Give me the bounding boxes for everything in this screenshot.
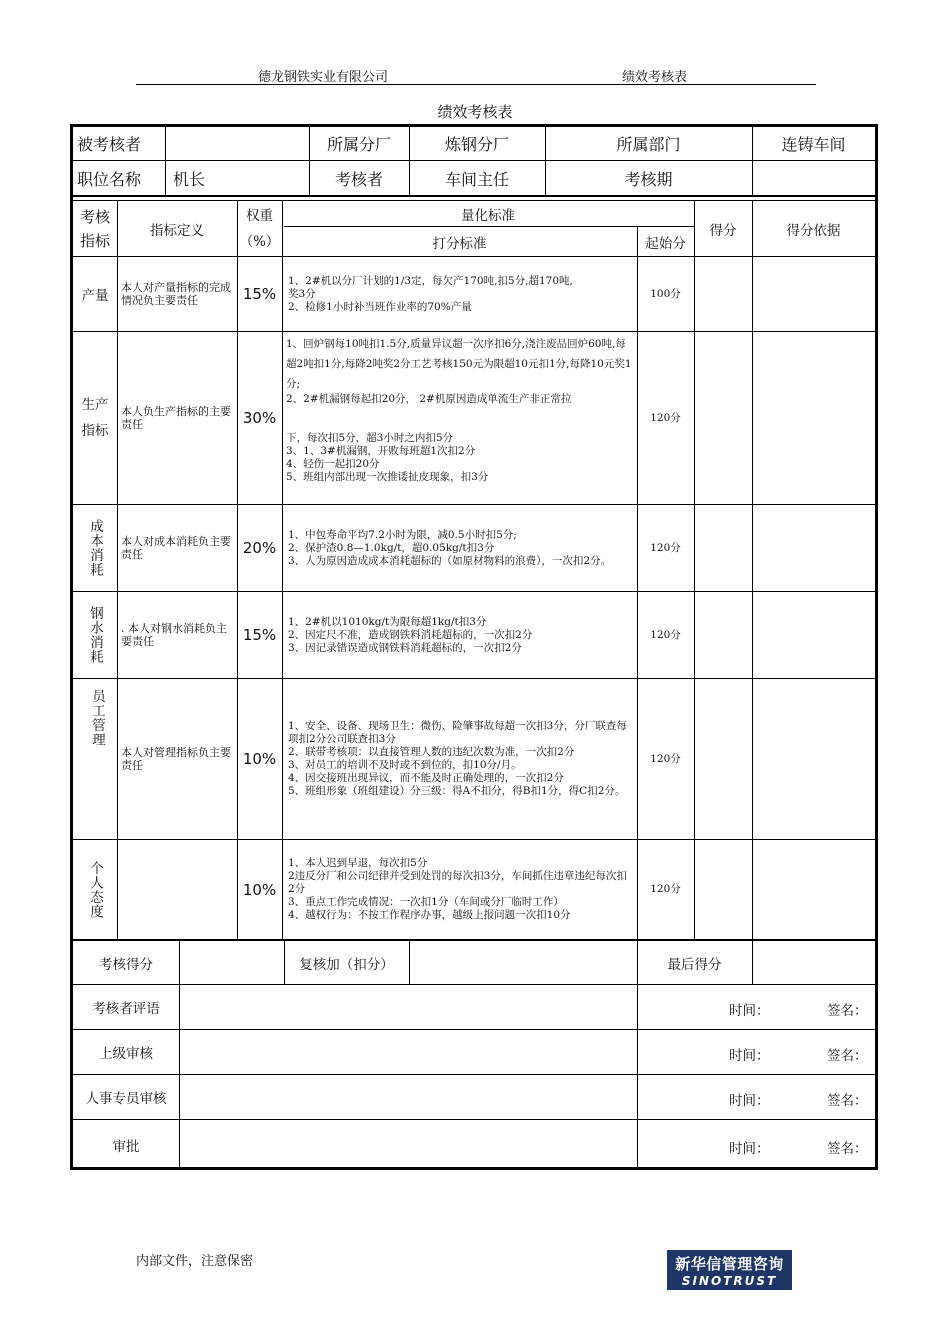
company-name: 德龙钢铁实业有限公司 [258,70,389,85]
kpi-start-cost: 120分 [650,541,681,554]
value-period[interactable] [752,161,875,195]
sinotrust-logo [667,1250,792,1290]
kpi-name-production: 生产 指标 [81,397,109,439]
col-definition: 指标定义 [150,222,204,239]
header-rule [136,84,816,85]
kpi-definition-production: 本人负生产指标的主要责任 [121,405,231,431]
value-appraiser[interactable]: 车间主任 [444,169,509,189]
kpi-basis-production[interactable] [752,332,875,504]
label-department: 所属部门 [616,135,681,154]
label-appraiser: 考核者 [334,169,383,189]
value-position[interactable]: 机长 [173,169,206,189]
kpi-weight-production: 30% [242,409,277,427]
col-score-basis: 得分依据 [786,222,841,239]
kpi-definition-attitude [121,840,235,939]
kpi-basis-attitude[interactable] [752,840,875,939]
col-quant-standard: 量化标准 [461,207,515,224]
kpi-weight-attitude: 10% [242,880,277,899]
kpi-name-output: 产量 [81,288,109,304]
kpi-start-production: 120分 [650,411,681,424]
label-branch-factory: 所属分厂 [326,135,391,154]
kpi-criteria-output-cell [284,257,637,331]
confidential-note: 内部文件，注意保密 [136,1254,254,1269]
kpi-criteria-staff-cell [284,679,637,839]
kpi-start-output: 100分 [650,287,681,300]
appraisal-form [70,124,878,1170]
kpi-criteria-production-3: 下，每次扣5分，超3小时之内扣5分 3、1、3#机漏钢，开败每班超1次扣2分 4、轻伤一起扣20分 5、班组内部出现一次推诿扯皮现象，扣3分 [286,432,489,483]
kpi-score-staff[interactable] [694,679,752,839]
kpi-start-steel: 120分 [650,628,681,641]
kpi-definition-cost: 本人对成本消耗负主要责任 [121,535,231,561]
kpi-weight-staff: 10% [242,750,277,768]
kpi-name-cost-cell [73,505,117,591]
input-hr-review[interactable] [179,1075,637,1119]
kpi-name-staff-cell [87,689,107,751]
sign-label: 签名： [827,1093,868,1109]
label-appraisee: 被考核者 [77,135,142,154]
kpi-score-production[interactable] [694,332,752,504]
kpi-score-output[interactable] [694,257,752,331]
kpi-score-steel[interactable] [694,592,752,678]
kpi-criteria-staff: 1、安全、设备、现场卫生：微伤、险肇事故每超一次扣3分，分厂联查每项扣2分公司联查扣3分 2、联带考核项：以直接管理人数的违纪次数为准，一次扣2分 3、对员工的培训不及时或不到位的，扣10分/月。 4、因交接班出现异议，而不能及时正确处理的，一次扣2分 5、班组形象（班组建设）分三级：得A不扣分，得B扣1分，得C扣2分。 [288,720,627,797]
kpi-name-staff: 员工管理 [89,689,105,747]
label-hr-review: 人事专员审核 [85,1091,167,1107]
kpi-name-attitude: 个人态度 [87,860,103,919]
kpi-start-staff: 120分 [650,752,681,765]
value-appraisal-score[interactable] [179,941,284,984]
kpi-basis-steel[interactable] [752,592,875,678]
col-scoring-standard: 打分标准 [432,235,487,252]
input-appraiser-comment[interactable] [179,985,637,1029]
col-weight: 权重 （%） [239,207,280,250]
time-label: 时间： [729,1048,770,1064]
col-indicator: 考核 指标 [79,207,110,250]
time-label: 时间： [729,1141,770,1157]
label-superior-review: 上级审核 [99,1046,153,1062]
sign-label: 签名： [827,1141,868,1157]
input-superior-review[interactable] [179,1030,637,1074]
page-title: 绩效考核表 [437,103,513,121]
kpi-criteria-production-1: 1、回炉钢每10吨扣1.5分,质量异议超一次序扣6分,浇注废品回炉60吨,每超2吨扣1分,每降2吨奖2分工艺考核150元为限超10元扣1分,每降10元奖1分; [286,338,632,390]
label-appraisal-score: 考核得分 [99,956,153,973]
value-appraisee[interactable] [169,127,309,160]
value-review-adjust[interactable] [409,941,637,984]
logo-text-en: SINOTRUST [681,1274,778,1288]
kpi-start-attitude: 120分 [650,883,681,895]
kpi-name-steel-cell [73,592,117,678]
label-appraiser-comment: 考核者评语 [92,1001,160,1017]
kpi-definition-staff: 本人对管理指标负主要责任 [121,746,231,772]
kpi-criteria-steel: 1、2#机以1010kg/t为限每超1kg/t扣3分 2、因定尺不准，造成钢铁料消耗超标的，一次扣2分 3、因记录错误造成钢铁料消耗超标的，一次扣2分 [288,615,533,654]
kpi-basis-cost[interactable] [752,505,875,591]
kpi-name-attitude-cell [73,840,117,939]
kpi-weight-output: 15% [242,285,277,303]
kpi-criteria-cost: 1、中包寿命平均7.2小时为限，减0.5小时扣5分; 2、保护渣0.8—1.0kg/t，超0.05kg/t扣3分 3、人为原因造成成本消耗超标的（如原材物料的浪费），一次扣2分。 [288,528,612,567]
value-branch-factory[interactable]: 炼钢分厂 [444,135,509,154]
kpi-criteria-cost-cell [284,505,637,591]
kpi-criteria-attitude-cell [284,840,637,939]
kpi-basis-output[interactable] [752,257,875,331]
input-approval[interactable] [179,1120,637,1170]
kpi-name-steel: 钢水消耗 [87,606,103,664]
time-label: 时间： [729,1003,770,1019]
kpi-weight-cost: 20% [242,539,277,557]
kpi-score-cost[interactable] [694,505,752,591]
label-period: 考核期 [624,169,673,189]
label-approval: 审批 [112,1139,140,1155]
kpi-weight-steel: 15% [242,626,277,644]
kpi-criteria-attitude: 1、本人迟到早退，每次扣5分 2违反分厂和公司纪律并受到处罚的每次扣3分，车间抓住违章违纪每次扣2分 3、重点工作完成情况：一次扣1分（车间或分厂临时工作） 4、越权行为：不按工作程序办事，越级上报问题一次扣10分 [288,857,627,921]
time-label: 时间： [729,1093,770,1109]
kpi-definition-steel: . 本人对钢水消耗负主要责任 [121,622,227,648]
value-department[interactable]: 连铸车间 [781,135,846,154]
label-final-score: 最后得分 [667,956,722,973]
logo-text-cn: 新华信管理咨询 [675,1255,784,1273]
kpi-criteria-production-2: 2、2#机漏钢每起扣20分， 2#机原因造成单流生产非正常拉 [286,393,572,405]
kpi-criteria-output: 1、2#机以分厂计划的1/3定，每欠产170吨,扣5分,超170吨, 奖3分 2、检修1小时补当班作业率的70%产量 [288,274,573,313]
kpi-name-cost: 成本消耗 [87,519,103,577]
kpi-basis-staff[interactable] [752,679,875,839]
kpi-score-attitude[interactable] [694,840,752,939]
document-name: 绩效考核表 [622,70,688,85]
label-review-adjust: 复核加（扣分） [299,956,394,973]
sign-label: 签名： [827,1003,868,1019]
col-score: 得分 [709,222,737,239]
sign-label: 签名： [827,1048,868,1064]
kpi-definition-output: 本人对产量指标的完成情况负主要责任 [121,281,231,307]
col-start-score: 起始分 [645,235,686,252]
label-position: 职位名称 [77,169,142,189]
value-final-score[interactable] [752,941,875,984]
kpi-criteria-steel-cell [284,592,637,678]
